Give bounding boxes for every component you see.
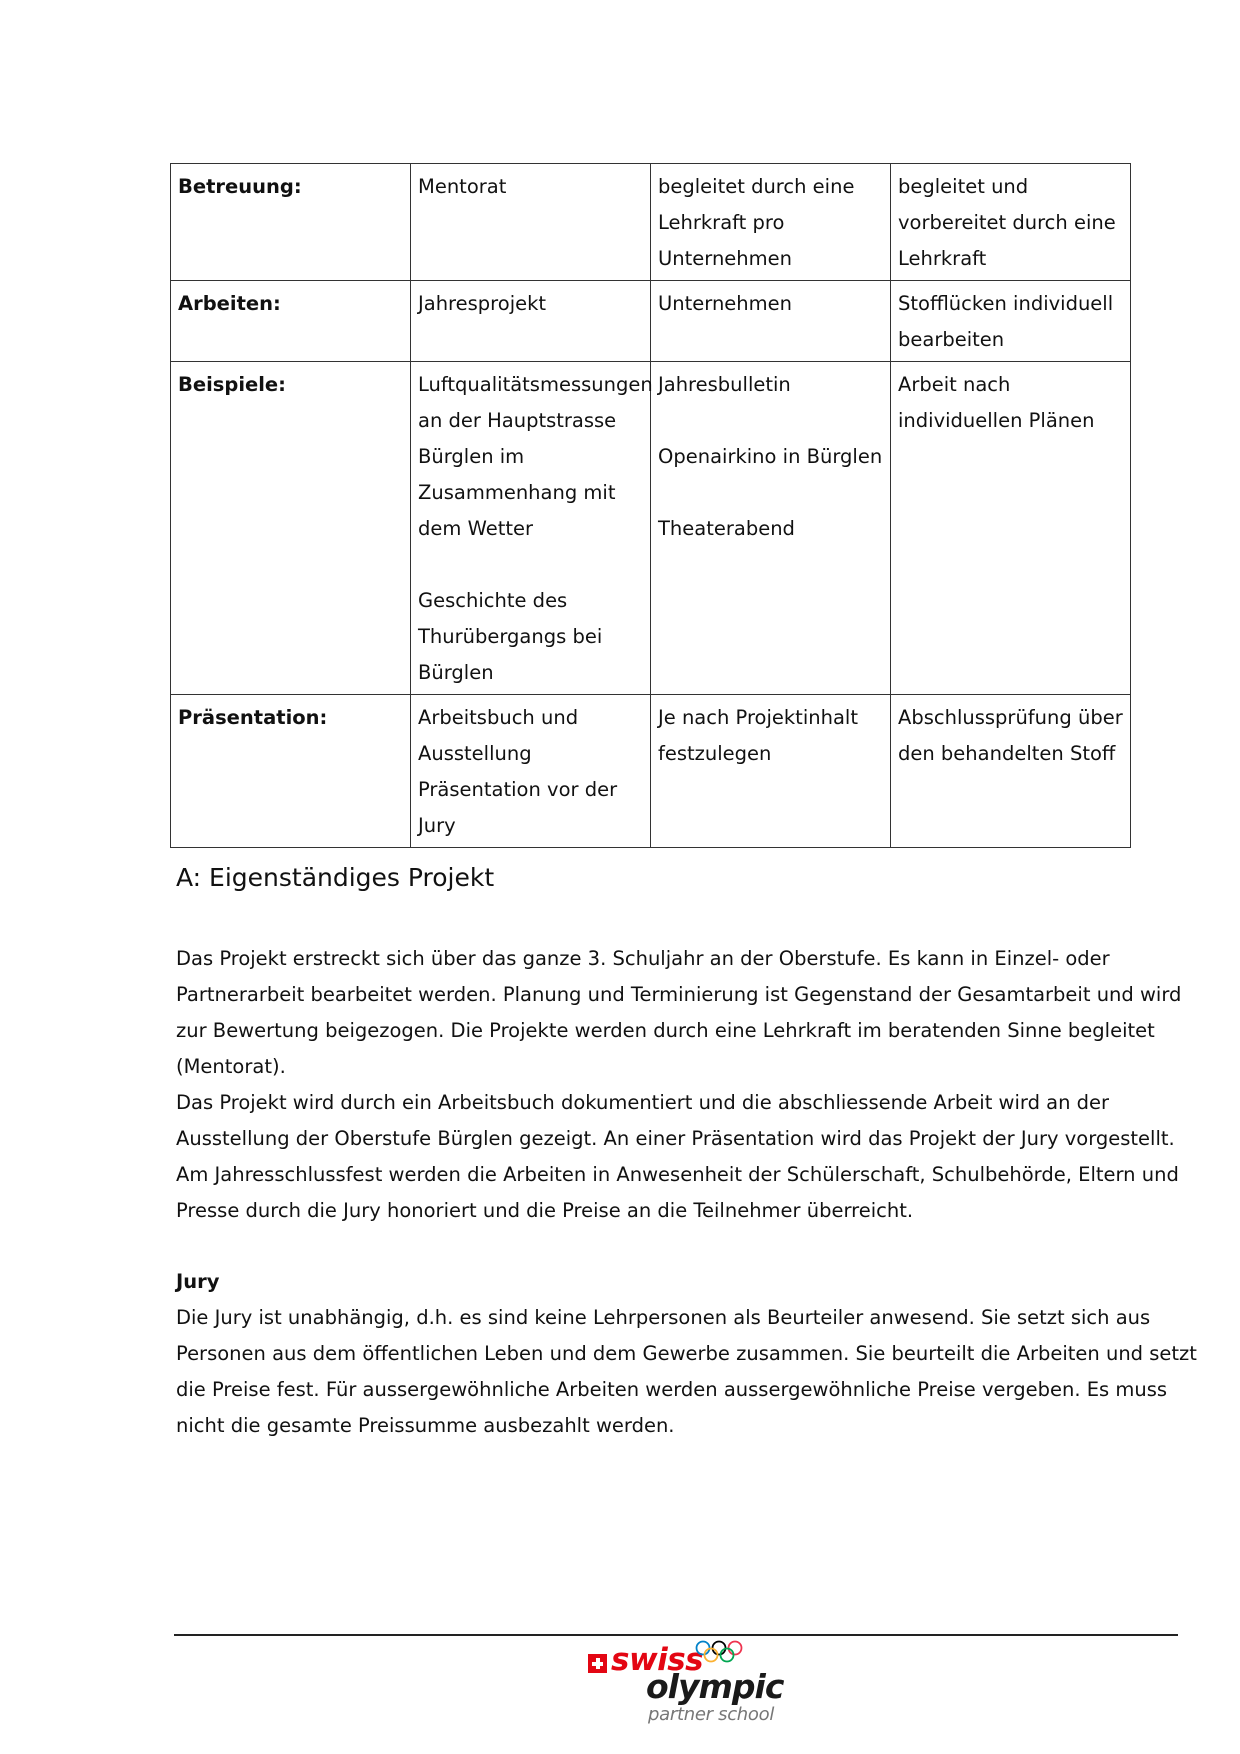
jury-heading: Jury bbox=[176, 1270, 220, 1293]
table-row bbox=[171, 695, 1131, 848]
table-cell bbox=[411, 362, 651, 695]
logo-word-olympic: olympic bbox=[646, 1667, 784, 1706]
row-label: Präsentation: bbox=[171, 695, 411, 848]
cell-text-line: Zusammenhang mit bbox=[418, 481, 616, 504]
swiss-cross-icon bbox=[588, 1654, 607, 1673]
table-cell bbox=[651, 695, 891, 848]
section-paragraph bbox=[176, 941, 1182, 1229]
table-cell bbox=[891, 362, 1131, 695]
cell-text-line: Jury bbox=[418, 814, 456, 837]
cell-text-line: festzulegen bbox=[658, 742, 772, 765]
text-line: Das Projekt wird durch ein Arbeitsbuch dokumentiert und die abschliessende Arbeit wird an der bbox=[176, 1091, 1110, 1114]
cell-text-line: Stofflücken individuell bbox=[898, 292, 1114, 315]
logo-word-swiss: swiss bbox=[611, 1642, 704, 1678]
cell-text-line: an der Hauptstrasse bbox=[418, 409, 617, 432]
cell-text-line: Arbeitsbuch und bbox=[418, 706, 579, 729]
text-line: Die Jury ist unabhängig, d.h. es sind keine Lehrpersonen als Beurteiler anwesend. Sie setzt sich aus bbox=[176, 1306, 1151, 1329]
text-line: Ausstellung der Oberstufe Bürglen gezeigt. An einer Präsentation wird das Projekt der Jury vorgestellt. bbox=[176, 1127, 1175, 1150]
cell-text-line: begleitet und bbox=[898, 175, 1029, 198]
cell-text-line: den behandelten Stoff bbox=[898, 742, 1116, 765]
table-row bbox=[171, 164, 1131, 281]
text-line: Am Jahresschlussfest werden die Arbeiten in Anwesenheit der Schülerschaft, Schulbehörde, Eltern und bbox=[176, 1163, 1179, 1186]
cell-text-line: dem Wetter bbox=[418, 517, 534, 540]
text-line: Partnerarbeit bearbeitet werden. Planung und Terminierung ist Gegenstand der Gesamtarbeit und wird bbox=[176, 983, 1182, 1006]
cell-text-line: Bürglen im bbox=[418, 445, 525, 468]
cell-text-line: Openairkino in Bürglen bbox=[658, 445, 883, 468]
cell-text-line: Mentorat bbox=[418, 175, 507, 198]
row-label: Betreuung: bbox=[171, 164, 411, 281]
table-cell bbox=[891, 281, 1131, 362]
cell-text-line: Unternehmen bbox=[658, 292, 793, 315]
swiss-olympic-logo bbox=[585, 1638, 784, 1728]
cell-text-line: Thurübergangs bei bbox=[418, 625, 603, 648]
text-line: Personen aus dem öffentlichen Leben und dem Gewerbe zusammen. Sie beurteilt die Arbeiten und setzt bbox=[176, 1342, 1197, 1365]
cell-text-line: Jahresprojekt bbox=[418, 292, 547, 315]
text-line: (Mentorat). bbox=[176, 1055, 286, 1078]
row-label: Beispiele: bbox=[171, 362, 411, 695]
table-cell bbox=[411, 695, 651, 848]
cell-text-line: Ausstellung bbox=[418, 742, 532, 765]
logo-tagline: partner school bbox=[648, 1704, 775, 1725]
cell-text-line: Jahresbulletin bbox=[658, 373, 791, 396]
section-heading: A: Eigenständiges Projekt bbox=[176, 863, 495, 892]
footer-divider bbox=[174, 1634, 1178, 1636]
cell-text-line: Luftqualitätsmessungen bbox=[418, 373, 653, 396]
table-cell bbox=[891, 164, 1131, 281]
text-line: Das Projekt erstreckt sich über das ganze 3. Schuljahr an der Oberstufe. Es kann in Einzel- oder bbox=[176, 947, 1110, 970]
text-line: zur Bewertung beigezogen. Die Projekte werden durch eine Lehrkraft im beratenden Sinne begleitet bbox=[176, 1019, 1155, 1042]
cell-text-line: Lehrkraft bbox=[898, 247, 987, 270]
cell-text-line: Bürglen bbox=[418, 661, 494, 684]
cell-text-line: Präsentation vor der bbox=[418, 778, 618, 801]
text-line: Presse durch die Jury honoriert und die Preise an die Teilnehmer überreicht. bbox=[176, 1199, 914, 1222]
table-cell bbox=[651, 164, 891, 281]
cell-text-line: Arbeit nach bbox=[898, 373, 1011, 396]
cell-text-line: Unternehmen bbox=[658, 247, 793, 270]
table-row bbox=[171, 281, 1131, 362]
table-cell bbox=[411, 164, 651, 281]
cell-text-line: vorbereitet durch eine bbox=[898, 211, 1116, 234]
jury-paragraph bbox=[176, 1300, 1197, 1444]
cell-text-line: Geschichte des bbox=[418, 589, 568, 612]
cell-text-line: bearbeiten bbox=[898, 328, 1005, 351]
cell-text-line: individuellen Plänen bbox=[898, 409, 1095, 432]
cell-text-line: begleitet durch eine bbox=[658, 175, 855, 198]
row-label: Arbeiten: bbox=[171, 281, 411, 362]
olympic-rings-icon bbox=[695, 1640, 745, 1668]
comparison-table bbox=[170, 163, 1131, 848]
table-cell bbox=[411, 281, 651, 362]
text-line: die Preise fest. Für aussergewöhnliche Arbeiten werden aussergewöhnliche Preise vergeben. Es muss bbox=[176, 1378, 1168, 1401]
cell-text-line: Je nach Projektinhalt bbox=[658, 706, 858, 729]
cell-text-line bbox=[658, 403, 883, 439]
table-row bbox=[171, 362, 1131, 695]
text-line: nicht die gesamte Preissumme ausbezahlt werden. bbox=[176, 1414, 675, 1437]
table-cell bbox=[891, 695, 1131, 848]
cell-text-line: Theaterabend bbox=[658, 517, 795, 540]
table-cell bbox=[651, 362, 891, 695]
cell-text-line bbox=[418, 547, 643, 583]
cell-text-line: Lehrkraft pro bbox=[658, 211, 785, 234]
cell-text-line bbox=[658, 475, 883, 511]
cell-text-line: Abschlussprüfung über bbox=[898, 706, 1123, 729]
table-cell bbox=[651, 281, 891, 362]
